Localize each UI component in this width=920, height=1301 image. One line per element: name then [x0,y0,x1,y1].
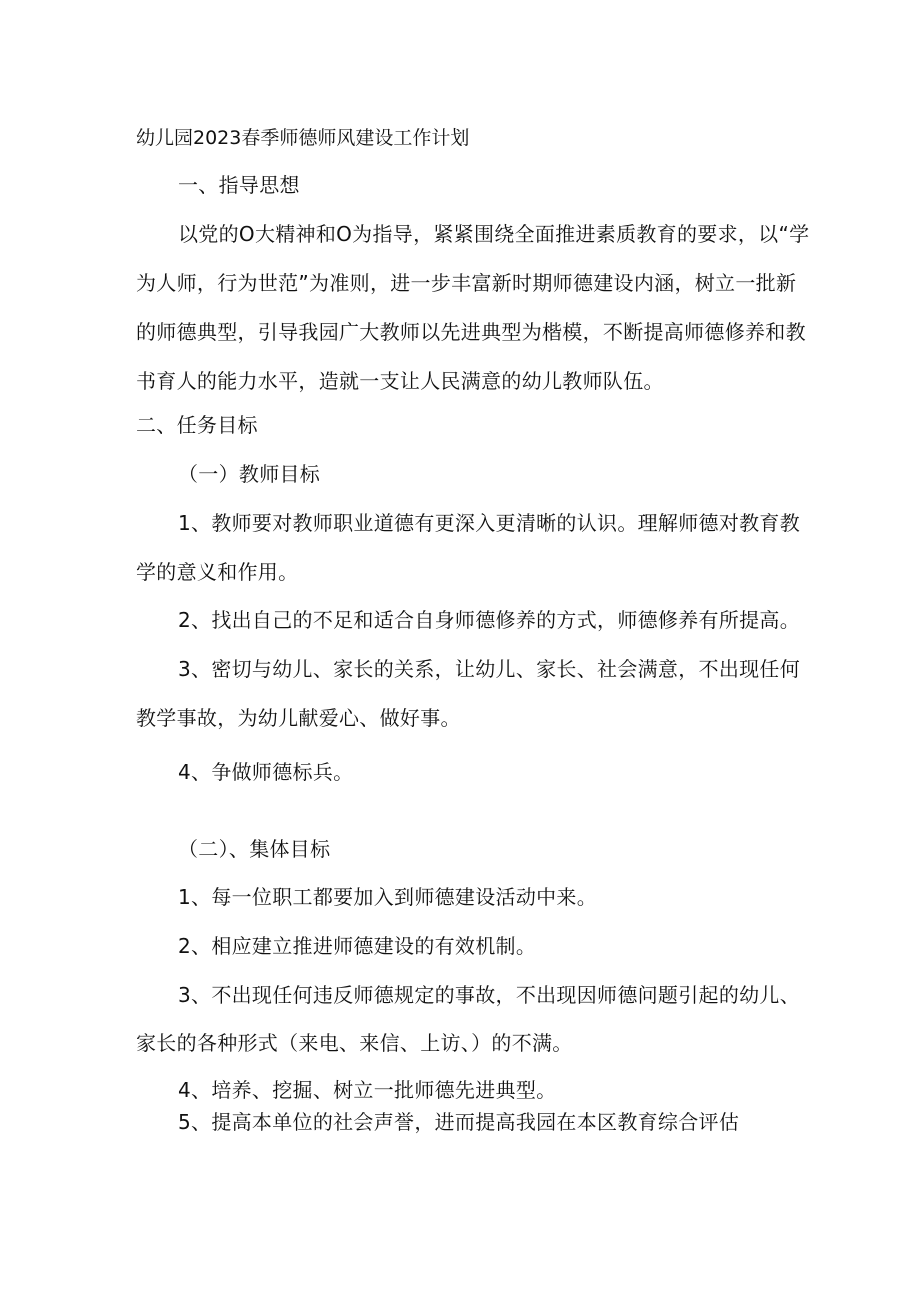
sub2-item3-line-2: 家长的各种形式（来电、来信、上访、）的不满。 [136,1031,573,1055]
sub1-item1-line-2: 学的意义和作用。 [136,560,299,584]
sub2-item2: 2、相应建立推进师德建设的有效机制。 [178,934,537,958]
sub1-heading: （一）教师目标 [178,462,321,486]
document-title: 幼儿园2023春季师德师风建设工作计划 [136,127,470,149]
section1-para-line-1: 以党的O大精神和O为指导，紧紧围绕全面推进素质教育的要求，以“学 [178,222,810,246]
sub2-item4: 4、培养、挖掘、树立一批师德先进典型。 [178,1078,557,1102]
section1-para-line-3: 的师德典型，引导我园广大教师以先进典型为楷模，不断提高师德修养和教 [136,320,806,344]
sub1-item4: 4、争做师德标兵。 [178,760,354,784]
sub2-heading: （二）、集体目标 [178,837,331,861]
sub2-item3-line-1: 3、不出现任何违反师德规定的事故，不出现因师德问题引起的幼儿、 [178,983,801,1007]
section1-para-line-2: 为人师，行为世范”为准则，进一步丰富新时期师德建设内涵，树立一批新 [136,271,797,295]
sub2-item1: 1、每一位职工都要加入到师德建设活动中来。 [178,885,598,909]
sub1-item3-line-2: 教学事故，为幼儿献爱心、做好事。 [136,706,461,730]
section2-heading: 二、任务目标 [136,413,258,437]
section1-para-line-4: 书育人的能力水平，造就一支让人民满意的幼儿教师队伍。 [136,369,664,393]
section1-heading: 一、指导思想 [178,173,300,197]
sub1-item3-line-1: 3、密切与幼儿、家长的关系，让幼儿、家长、社会满意，不出现任何 [178,657,801,681]
sub2-item5: 5、提高本单位的社会声誉，进而提高我园在本区教育综合评估 [178,1110,740,1134]
sub1-item2: 2、找出自己的不足和适合自身师德修养的方式，师德修养有所提高。 [178,608,801,632]
sub1-item1-line-1: 1、教师要对教师职业道德有更深入更清晰的认识。理解师德对教育教 [178,511,801,535]
